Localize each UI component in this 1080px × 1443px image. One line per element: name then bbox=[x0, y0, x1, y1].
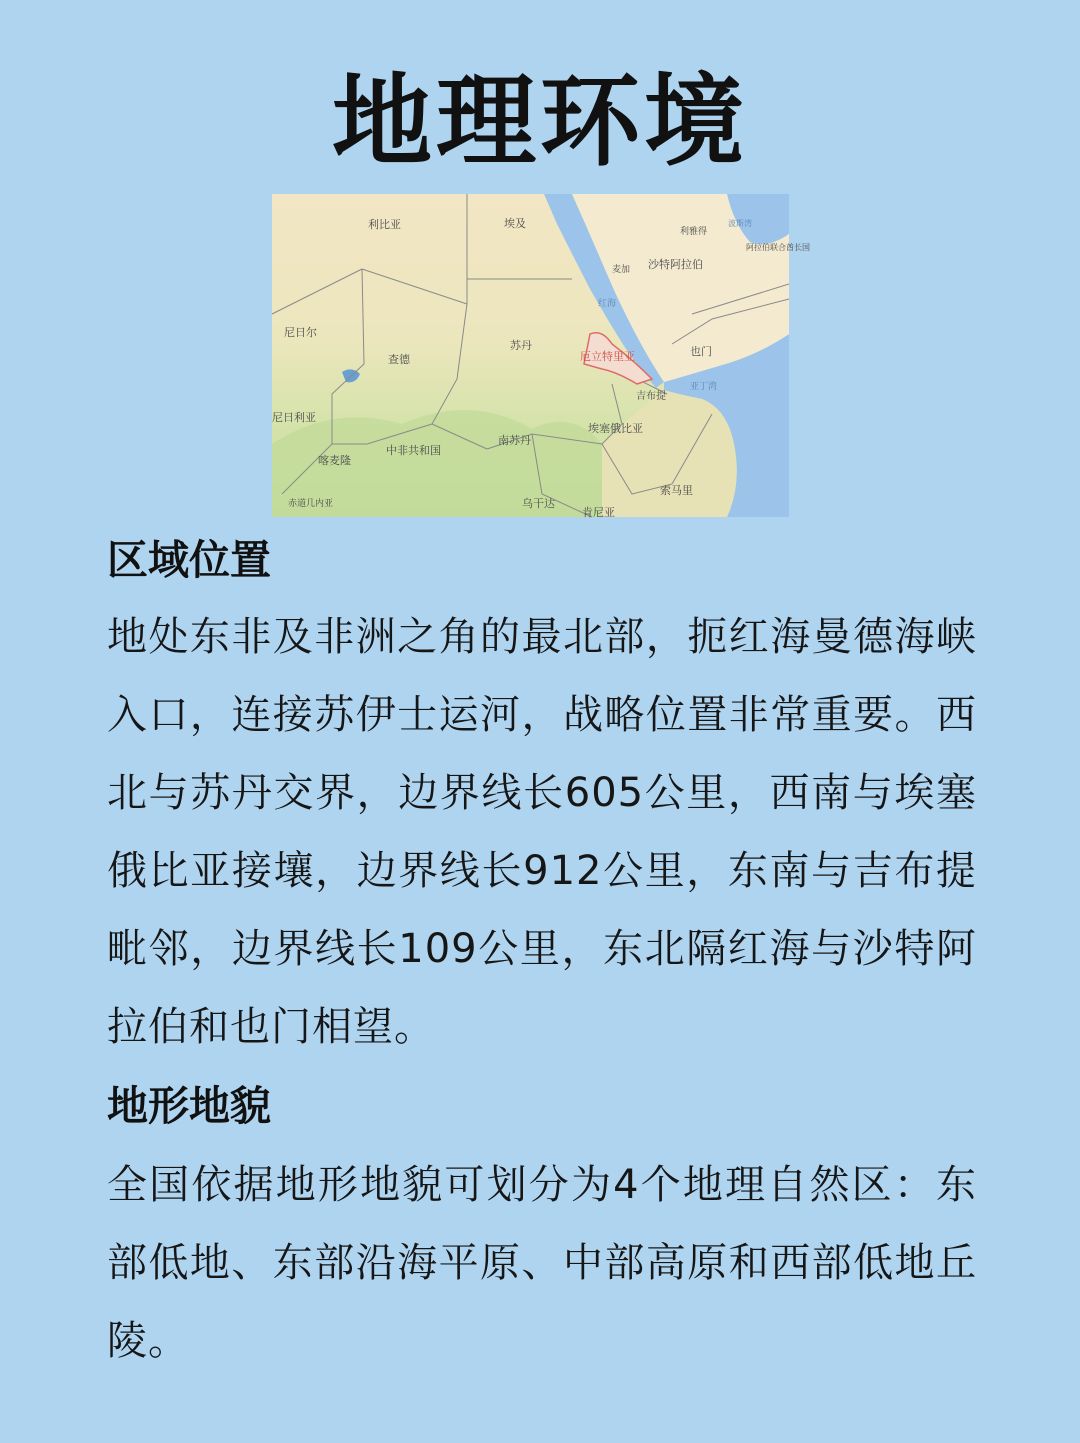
map-label-djibouti: 吉布提 bbox=[636, 391, 666, 402]
map-label-cameroon: 喀麦隆 bbox=[318, 454, 351, 467]
map-label-egypt: 埃及 bbox=[504, 217, 526, 230]
section-body-terrain: 全国依据地形地貌可划分为4个地理自然区：东部低地、东部沿海平原、中部高原和西部低地丘陵。 bbox=[107, 1162, 977, 1364]
map-label-sudan: 苏丹 bbox=[510, 339, 532, 352]
section-body-location: 地处东非及非洲之角的最北部，扼红海曼德海峡入口，连接苏伊士运河，战略位置非常重要。西北与苏丹交界，边界线长605公里，西南与埃塞俄比亚接壤，边界线长912公里，东南与吉布提毗邻，边界线长109公里，东北隔红海与沙特阿拉伯和也门相望。 bbox=[107, 614, 977, 1050]
map-label-equatorial-guinea: 赤道几内亚 bbox=[288, 499, 334, 509]
map-svg bbox=[272, 194, 810, 519]
map-label-niger: 尼日尔 bbox=[284, 326, 317, 339]
map-image bbox=[272, 194, 810, 519]
map-label-south-sudan: 南苏丹 bbox=[498, 434, 531, 447]
map-label-car: 中非共和国 bbox=[386, 444, 441, 457]
map-label-kenya: 肯尼亚 bbox=[582, 506, 615, 519]
map-label-libya: 利比亚 bbox=[368, 218, 401, 231]
map-label-gulf-aden: 亚丁湾 bbox=[690, 382, 718, 392]
section-heading-location: 区域位置 bbox=[107, 536, 271, 584]
map-label-red-sea: 红海 bbox=[598, 299, 617, 309]
map-label-somalia: 索马里 bbox=[660, 484, 693, 497]
section-heading-terrain: 地形地貌 bbox=[107, 1082, 271, 1130]
map-label-riyadh: 利雅得 bbox=[680, 227, 708, 237]
map-label-saudi: 沙特阿拉伯 bbox=[648, 258, 703, 271]
map-label-ethiopia: 埃塞俄比亚 bbox=[588, 422, 643, 435]
map-label-mecca: 麦加 bbox=[612, 265, 631, 275]
map-label-uganda: 乌干达 bbox=[522, 497, 555, 510]
map-label-chad: 查德 bbox=[388, 353, 410, 366]
map-label-yemen: 也门 bbox=[690, 345, 712, 358]
map-label-eritrea: 厄立特里亚 bbox=[580, 350, 635, 363]
map-label-persian-gulf: 波斯湾 bbox=[728, 219, 752, 228]
page-title: 地理环境 bbox=[332, 63, 748, 180]
map-label-nigeria: 尼日利亚 bbox=[272, 411, 316, 424]
map-label-uae: 阿拉伯联合酋长国 bbox=[746, 243, 810, 252]
